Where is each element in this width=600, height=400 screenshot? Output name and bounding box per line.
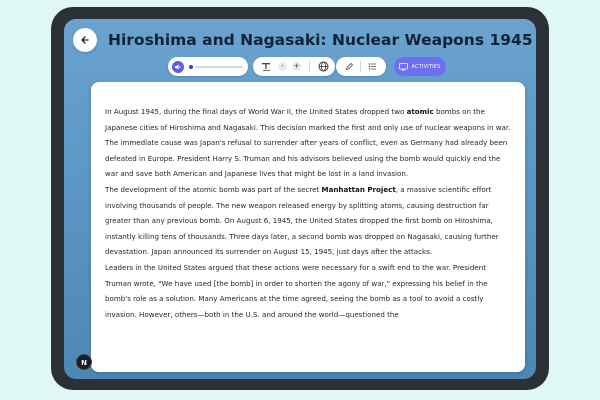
audio-player bbox=[168, 57, 248, 76]
article-paragraph bbox=[105, 260, 513, 322]
volume-icon bbox=[174, 63, 182, 71]
audio-progress-track[interactable] bbox=[195, 66, 243, 68]
zoom-in-button[interactable]: + bbox=[293, 62, 300, 70]
highlighted-term[interactable]: Manhattan Project bbox=[321, 184, 396, 194]
article-paragraph bbox=[105, 104, 513, 182]
paragraph-text: The development of the atomic bomb was part of the secret bbox=[105, 184, 322, 194]
audio-seek-handle[interactable] bbox=[189, 65, 193, 69]
annotation-tools bbox=[336, 57, 386, 76]
highlighted-term[interactable]: atomic bbox=[406, 107, 434, 116]
article-card bbox=[91, 82, 525, 372]
article-paragraph bbox=[105, 182, 513, 260]
paragraph-text: Leaders in the United States argued that these actions were necessary for a swift end to the war. President Truman wrote, "We have used [the bomb] in order to shorten the agony of war," expressing his belief in the bomb's role as a solution. Many Americans at the time agreed, seeing the bomb as a tool to avoid a costly invasion. However, others—both in the U.S. and around the world—questioned the bbox=[105, 262, 488, 319]
activities-icon bbox=[399, 63, 408, 71]
pencil-icon[interactable] bbox=[345, 62, 354, 71]
toolbar-divider bbox=[309, 61, 310, 72]
n-badge[interactable]: N bbox=[76, 354, 92, 370]
back-button[interactable] bbox=[73, 28, 97, 52]
text-size-controls bbox=[253, 57, 335, 76]
app-screen bbox=[64, 19, 536, 379]
volume-button[interactable] bbox=[172, 61, 184, 73]
page-title: Hiroshima and Nagasaki: Nuclear Weapons 1945 bbox=[108, 31, 533, 49]
article-body bbox=[105, 104, 513, 322]
paragraph-text: In August 1945, during the final days of World War II, the United States dropped two bbox=[105, 107, 407, 116]
scroll-fade-overlay bbox=[91, 342, 525, 372]
paragraph-text: , a massive scientific effort involving thousands of people. The new weapon released energy by splitting atoms, causing destruction far greater than any previous bomb. On August 6, 1945, the United States dropped the first bomb on Hiroshima, instantly killing tens of thousands. Three days later, a second bomb was dropped on Nagasaki, causing further devastation. Japan announced its surrender on August 15, 1945, just days after the attacks. bbox=[105, 184, 499, 257]
activities-label: ACTIVITIES bbox=[411, 63, 441, 70]
activities-button[interactable] bbox=[394, 57, 446, 76]
paragraph-text: bombs on the Japanese cities of Hiroshima and Nagasaki. This decision marked the first and only use of nuclear weapons in war. The immediate cause was Japan's refusal to surrender after years of conflict, even as Germany had already been defeated in Europe. President Harry S. Truman and his advisors believed using the bomb would quickly end the war and save both American and Japanese lives that might be lost in a land invasion. bbox=[105, 107, 511, 179]
globe-icon[interactable] bbox=[318, 61, 329, 72]
tools-divider bbox=[360, 61, 361, 72]
text-size-icon bbox=[261, 62, 273, 72]
zoom-out-button[interactable]: - bbox=[278, 62, 287, 71]
back-arrow-icon bbox=[80, 35, 90, 45]
list-icon[interactable] bbox=[368, 62, 377, 71]
